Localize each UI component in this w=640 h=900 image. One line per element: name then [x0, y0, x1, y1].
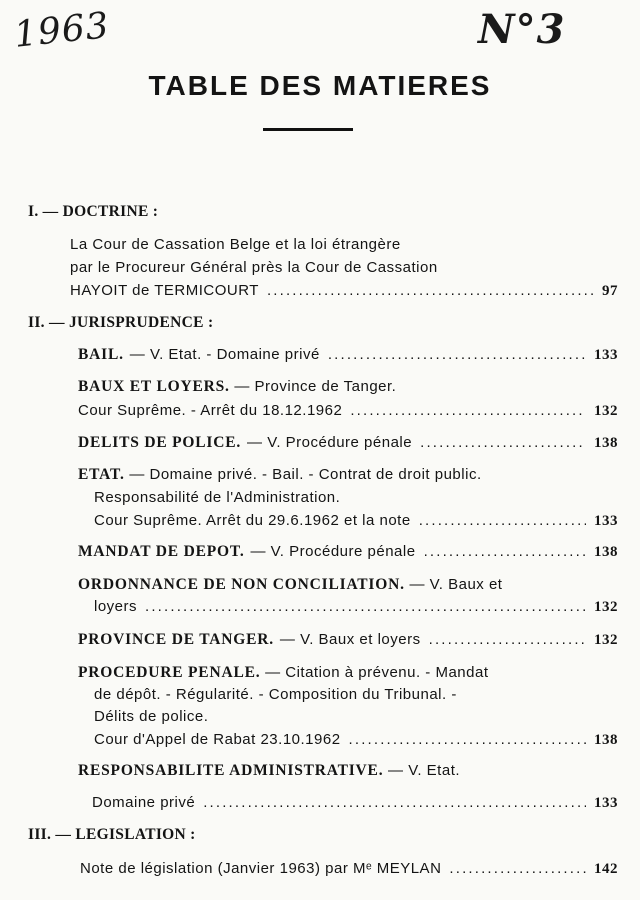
entry-heading: PROVINCE DE TANGER. [78, 631, 274, 648]
toc-entry-responsabilite-heading-line [78, 762, 460, 780]
entry-text: — V. Etat. [388, 762, 461, 779]
entry-heading: PROCEDURE PENALE. [78, 664, 261, 681]
toc-entry-bail[interactable] [78, 346, 618, 364]
page-number: 132 [594, 632, 618, 648]
entry-heading: ORDONNANCE DE NON CONCILIATION. [78, 576, 405, 593]
leader-dots [424, 543, 586, 560]
entry-text: — V. Baux et loyers [279, 631, 421, 648]
toc-entry-province[interactable] [78, 631, 618, 649]
procedure-line-2: de dépôt. - Régularité. - Composition du Tribunal. - [94, 686, 457, 703]
leader-dots [328, 346, 586, 363]
page-number: 133 [594, 513, 618, 529]
page-number: 97 [602, 283, 618, 299]
leader-dots [350, 402, 586, 419]
doctrine-author: HAYOIT de TERMICOURT [70, 282, 259, 299]
toc-entry-procedure-heading-line [78, 664, 489, 682]
leader-dots [449, 860, 586, 877]
entry-heading: MANDAT DE DEPOT. [78, 543, 245, 560]
toc-entry-baux-heading-line [78, 378, 396, 396]
leader-dots [420, 434, 586, 451]
page-number: 132 [594, 599, 618, 615]
entry-heading: DELITS DE POLICE. [78, 434, 242, 451]
doctrine-line-1: La Cour de Cassation Belge et la loi étrangère [70, 236, 401, 253]
page-number: 142 [594, 861, 618, 877]
handwritten-issue-number: N°3 [478, 6, 566, 53]
toc-entry-doctrine[interactable] [70, 282, 618, 300]
toc-entry-mandat[interactable] [78, 543, 618, 561]
entry-heading: RESPONSABILITE ADMINISTRATIVE. [78, 762, 384, 779]
leader-dots [429, 631, 586, 648]
toc-entry-procedure[interactable] [94, 731, 618, 749]
toc-entry-etat-heading-line [78, 466, 482, 484]
entry-detail: Cour Suprême. Arrêt du 29.6.1962 et la note [94, 512, 411, 529]
entry-text: Note de législation (Janvier 1963) par Mᵉ MEYLAN [80, 860, 442, 877]
toc-entry-legislation[interactable] [80, 860, 618, 878]
entry-detail: Cour Suprême. - Arrêt du 18.12.1962 [78, 402, 343, 419]
section-heading-jurisprudence: II. — JURISPRUDENCE : [28, 314, 214, 331]
entry-text: — V. Baux et [409, 576, 503, 593]
page-number: 132 [594, 403, 618, 419]
page-number: 138 [594, 435, 618, 451]
leader-dots [203, 794, 586, 811]
page-number: 138 [594, 544, 618, 560]
entry-text: — Citation à prévenu. - Mandat [265, 664, 489, 681]
leader-dots [419, 512, 586, 529]
page-title: TABLE DES MATIERES [148, 70, 492, 101]
entry-detail: Domaine privé [92, 794, 196, 811]
etat-line-2: Responsabilité de l'Administration. [94, 489, 341, 506]
toc-entry-delits[interactable] [78, 434, 618, 452]
entry-text: — V. Procédure pénale [247, 434, 413, 451]
title-underline [263, 128, 353, 131]
leader-dots [145, 598, 586, 615]
toc-entry-responsabilite[interactable] [92, 794, 618, 812]
section-heading-legislation: III. — LEGISLATION : [28, 826, 196, 843]
entry-detail: Cour d'Appel de Rabat 23.10.1962 [94, 731, 341, 748]
entry-detail: loyers [94, 598, 138, 615]
toc-entry-ordonnance[interactable] [94, 598, 618, 616]
leader-dots [349, 731, 586, 748]
section-heading-doctrine: I. — DOCTRINE : [28, 203, 159, 220]
leader-dots [267, 282, 594, 299]
doctrine-line-2: par le Procureur Général près la Cour de Cassation [70, 259, 438, 276]
entry-text: — V. Procédure pénale [250, 543, 416, 560]
toc-entry-baux[interactable] [78, 402, 618, 420]
page-number: 133 [594, 795, 618, 811]
toc-entry-ordonnance-heading-line [78, 576, 502, 594]
toc-entry-etat[interactable] [94, 512, 618, 530]
entry-heading: BAIL. [78, 346, 124, 363]
handwritten-year: 1963 [12, 5, 112, 56]
entry-text: — Province de Tanger. [234, 378, 397, 395]
procedure-line-3: Délits de police. [94, 708, 209, 725]
page-number: 138 [594, 732, 618, 748]
entry-heading: BAUX ET LOYERS. [78, 378, 230, 395]
entry-text: — Domaine privé. - Bail. - Contrat de droit public. [129, 466, 482, 483]
page-number: 133 [594, 347, 618, 363]
entry-text: — V. Etat. - Domaine privé [129, 346, 320, 363]
entry-heading: ETAT. [78, 466, 125, 483]
